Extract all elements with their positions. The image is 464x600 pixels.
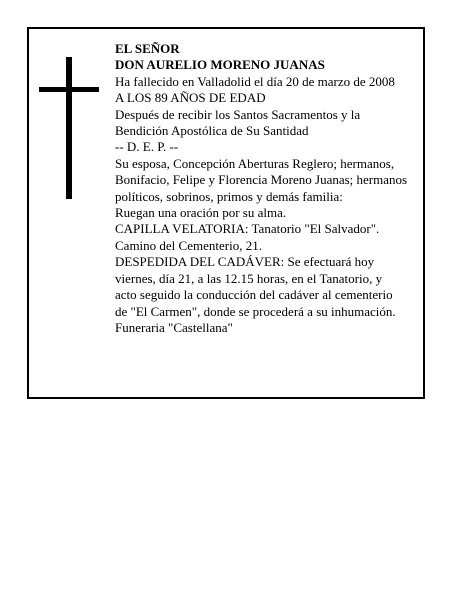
cross-icon [39,57,99,199]
wake-location: CAPILLA VELATORIA: Tanatorio "El Salvador". Camino del Cementerio, 21. [115,221,380,253]
notice-text [115,41,425,336]
death-statement: Ha fallecido en Valladolid el día 20 de marzo de 2008 [115,73,395,89]
funeral-home: Funeraria "Castellana" [115,319,233,335]
farewell-details: DESPEDIDA DEL CADÁVER: Se efectuará hoy viernes, día 21, a las 12.15 horas, en el Tanatorio, y acto seguido la conducción del cadáver al cementerio de "El Carmen", donde se procederá a su inhumación. [115,254,396,319]
cross-vertical-bar [66,57,72,199]
obituary-notice [27,27,425,399]
age-statement: A LOS 89 AÑOS DE EDAD [115,90,266,106]
sacraments-statement: Después de recibir los Santos Sacramentos y la Bendición Apostólica de Su Santidad [115,106,361,139]
notice-title: EL SEÑOR [115,41,180,56]
rip-line: -- D. E. P. -- [115,139,179,155]
cross-horizontal-bar [39,87,99,92]
prayer-request: Ruegan una oración por su alma. [115,205,287,221]
deceased-name: DON AURELIO MORENO JUANAS [115,57,325,73]
family-statement: Su esposa, Concepción Aberturas Reglero; hermanos, Bonifacio, Felipe y Florencia Moreno Juanas; hermanos políticos, sobrinos, primos y demás familia: [115,155,408,204]
